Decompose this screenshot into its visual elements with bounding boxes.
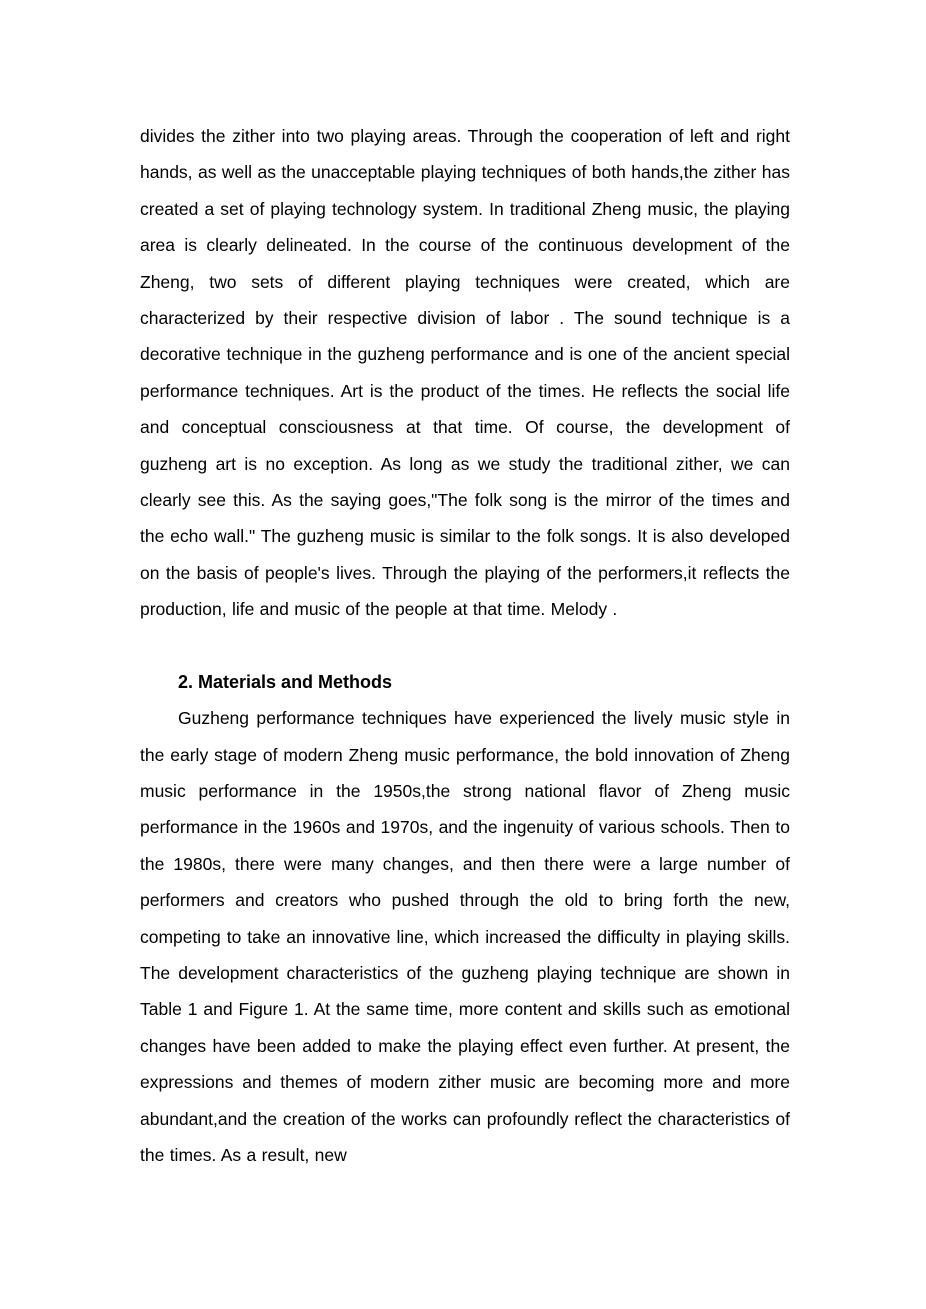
section-heading-materials-and-methods: 2. Materials and Methods	[178, 671, 393, 692]
paragraph-continuation: divides the zither into two playing areas. Through the cooperation of left and right hands, as well as the unacceptable playing techniques of both hands,the zither has created a set of playing technology system. In traditional Zheng music, the playing area is clearly delineated. In the course of the continuous development of the Zheng, two sets of different playing techniques were created, which are characterized by their respective division of labor . The sound technique is a decorative technique in the guzheng performance and is one of the ancient special performance techniques. Art is the product of the times. He reflects the social life and conceptual consciousness at that time. Of course, the development of guzheng art is no exception. As long as we study the traditional zither, we can clearly see this. As the saying goes,"The folk song is the mirror of the times and the echo wall." The guzheng music is similar to the folk songs. It is also developed on the basis of people's lives. Through the playing of the performers,it reflects the production, life and music of the people at that time. Melody .	[140, 126, 790, 620]
paragraph-materials-and-methods: Guzheng performance techniques have experienced the lively music style in the early stage of modern Zheng music performance, the bold innovation of Zheng music performance in the 1950s,the strong national flavor of Zheng music performance in the 1960s and 1970s, and the ingenuity of various schools. Then to the 1980s, there were many changes, and then there were a large number of performers and creators who pushed through the old to bring forth the new, competing to take an innovative line, which increased the difficulty in playing skills. The development characteristics of the guzheng playing technique are shown in Table 1 and Figure 1. At the same time, more content and skills such as emotional changes have been added to make the playing effect even further. At present, the expressions and themes of modern zither music are becoming more and more abundant,and the creation of the works can profoundly reflect the characteristics of the times. As a result, new	[140, 708, 790, 1165]
